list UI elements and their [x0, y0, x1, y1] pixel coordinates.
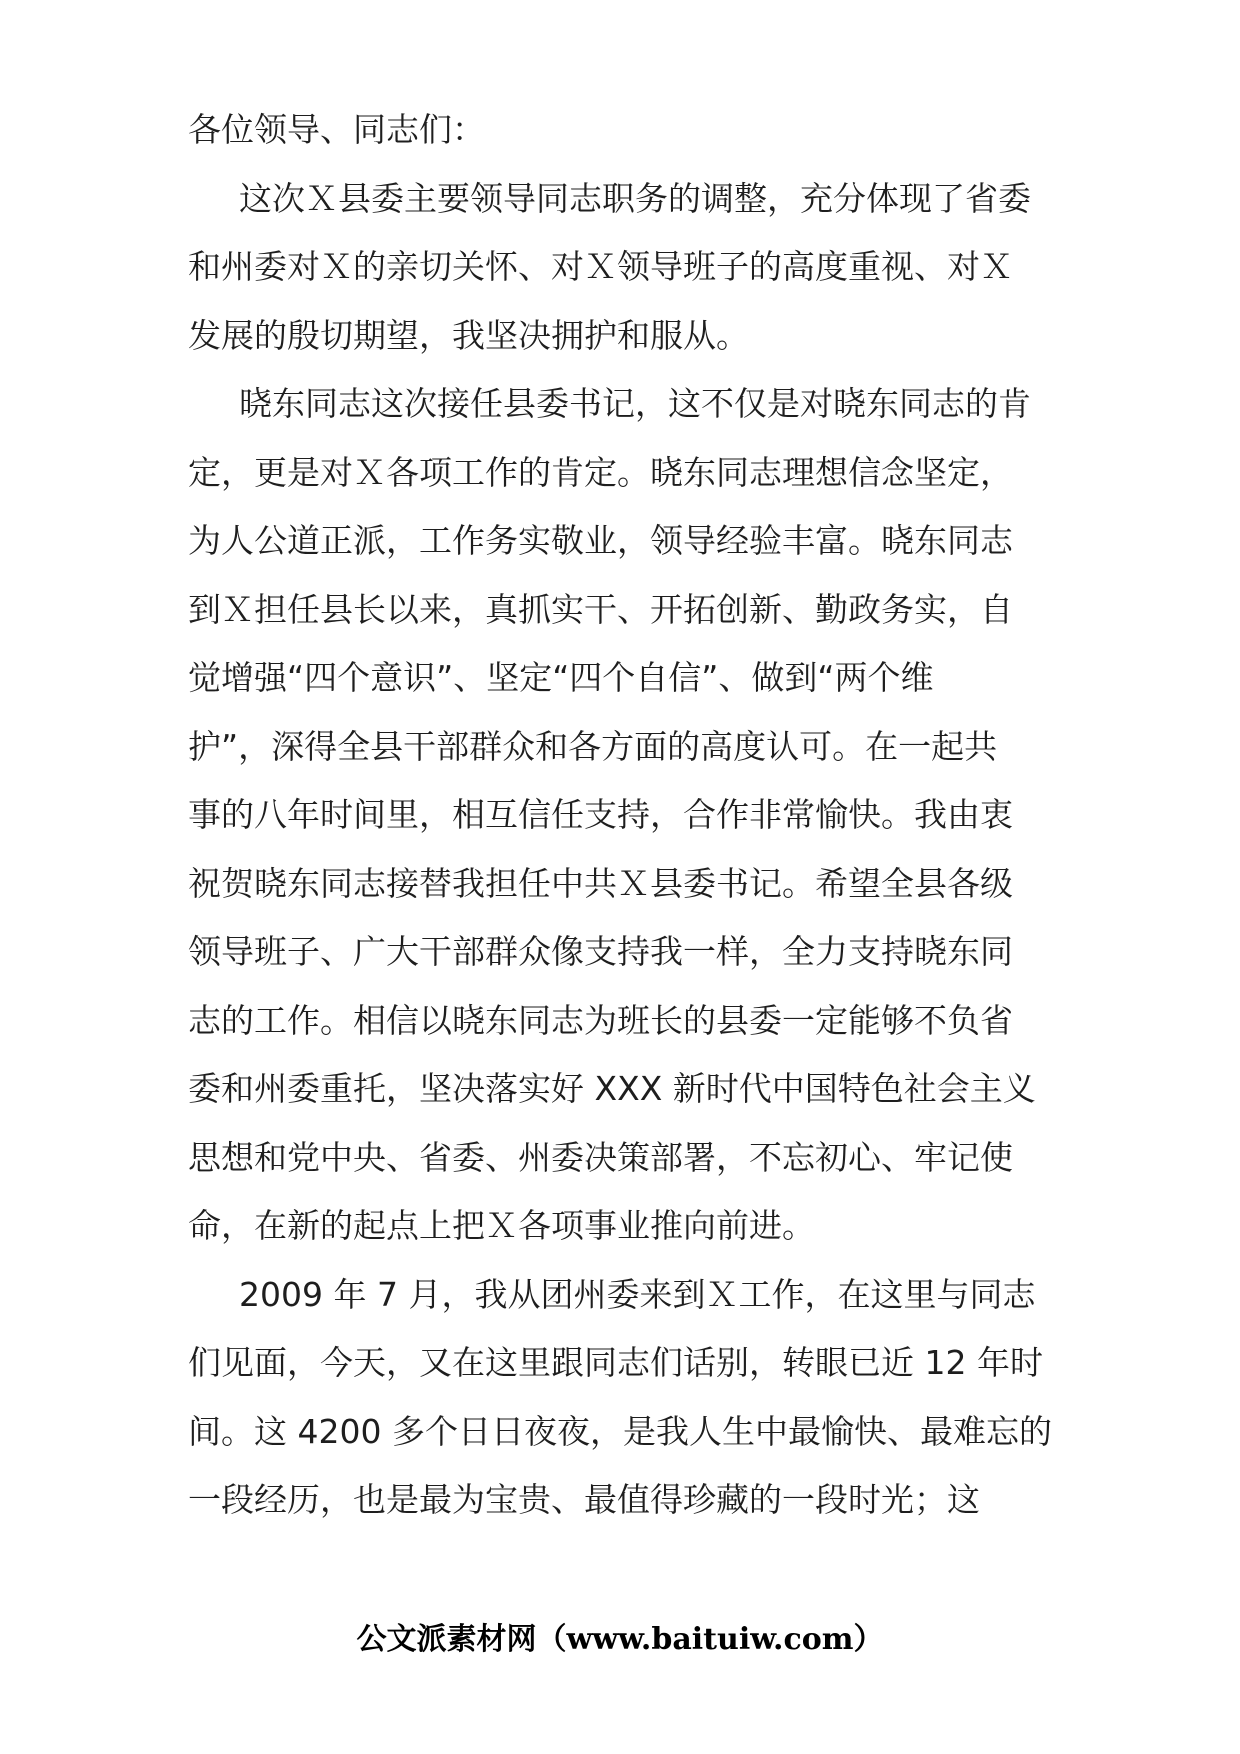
text-line: 和州委对Ｘ的亲切关怀、对Ｘ领导班子的高度重视、对Ｘ [188, 247, 1013, 286]
text-line: 间。这 4200 多个日日夜夜，是我人生中最愉快、最难忘的 [188, 1411, 1052, 1451]
text-line: 定，更是对Ｘ各项工作的肯定。晓东同志理想信念坚定， [188, 452, 1013, 492]
text-line: 发展的殷切期望，我坚决拥护和服从。 [188, 315, 749, 355]
speech-body [188, 96, 1058, 1535]
text-line: 2009 年 7 月，我从团州委来到Ｘ工作，在这里与同志 [239, 1274, 1036, 1314]
text-line: 觉增强“四个意识”、坚定“四个自信”、做到“两个维 [188, 658, 934, 697]
text-line: 到Ｘ担任县长以来，真抓实干、开拓创新、勤政务实，自 [188, 589, 1013, 629]
text-line: 祝贺晓东同志接替我担任中共Ｘ县委书记。希望全县各级 [188, 863, 1013, 903]
text-line: 护”，深得全县干部群众和各方面的高度认可。在一起共 [188, 726, 998, 766]
text-line: 们见面，今天，又在这里跟同志们话别，转眼已近 12 年时 [188, 1343, 1043, 1382]
text-line: 命，在新的起点上把Ｘ各项事业推向前进。 [188, 1206, 815, 1245]
text-line: 委和州委重托，坚决落实好 XXX 新时代中国特色社会主义 [188, 1069, 1036, 1108]
text-line: 领导班子、广大干部群众像支持我一样，全力支持晓东同 [188, 932, 1013, 971]
text-line: 事的八年时间里，相互信任支持，合作非常愉快。我由衷 [188, 795, 1013, 834]
footer-watermark: 公文派素材网（www.baituiw.com） [356, 1622, 884, 1657]
text-line: 思想和党中央、省委、州委决策部署，不忘初心、牢记使 [188, 1137, 1013, 1177]
text-line: 晓东同志这次接任县委书记，这不仅是对晓东同志的肯 [239, 384, 1031, 423]
text-line: 各位领导、同志们： [188, 110, 485, 149]
text-line: 为人公道正派，工作务实敬业，领导经验丰富。晓东同志 [188, 521, 1013, 560]
text-line: 这次Ｘ县委主要领导同志职务的调整，充分体现了省委 [239, 178, 1031, 218]
text-line: 志的工作。相信以晓东同志为班长的县委一定能够不负省 [188, 1000, 1013, 1040]
text-line: 一段经历，也是最为宝贵、最值得珍藏的一段时光；这 [188, 1480, 980, 1519]
